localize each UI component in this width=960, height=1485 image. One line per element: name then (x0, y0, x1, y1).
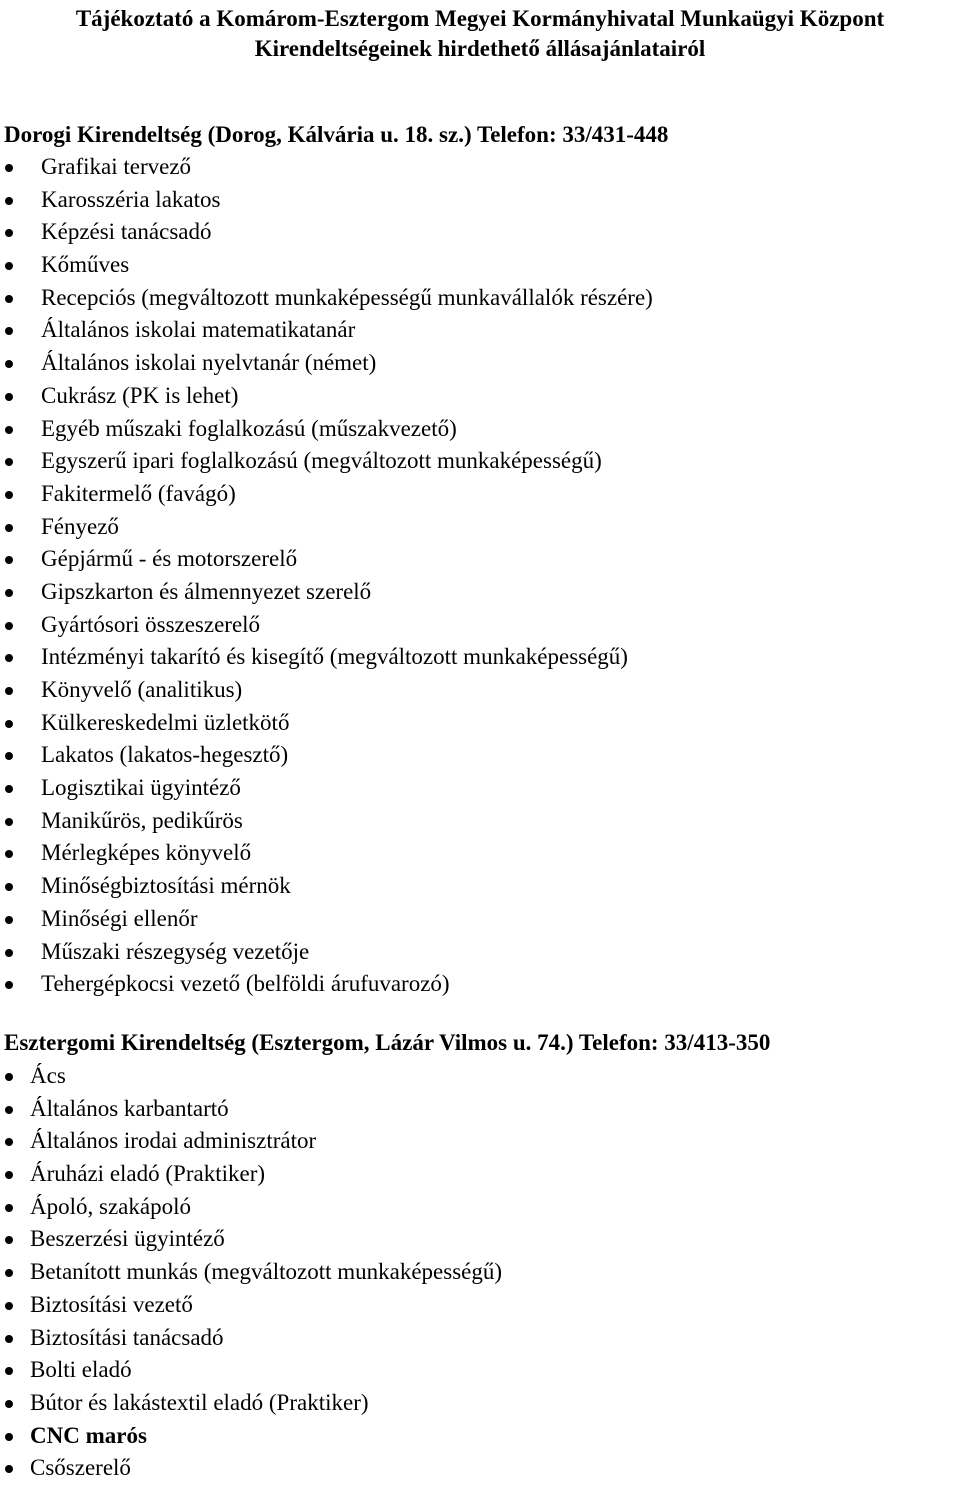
job-title: Általános karbantartó (30, 1095, 229, 1121)
bullet-icon (5, 1073, 13, 1081)
job-title: Könyvelő (analitikus) (41, 677, 243, 702)
job-title: Külkereskedelmi üzletkötő (41, 709, 290, 735)
job-title: Karosszéria lakatos (41, 186, 221, 212)
section-heading-dorog: Dorogi Kirendeltség (Dorog, Kálvária u. 18. sz.) Telefon: 33/431-448 (4, 122, 669, 147)
job-title: Bútor és lakástextil eladó (Praktiker) (30, 1389, 369, 1415)
job-title: Biztosítási vezető (30, 1291, 193, 1317)
bullet-icon (5, 1302, 13, 1310)
bullet-icon (5, 949, 13, 957)
bullet-icon (5, 524, 13, 532)
job-title: Mérlegképes könyvelő (41, 840, 252, 866)
job-title: Műszaki részegység vezetője (41, 938, 310, 964)
bullet-icon (5, 327, 13, 335)
job-title: Cukrász (PK is lehet) (41, 382, 239, 408)
bullet-icon (5, 785, 13, 793)
document-title-line-2: Kirendeltségeinek hirdethető állásajánlatairól (254, 36, 706, 61)
job-title: CNC marós (30, 1422, 147, 1448)
bullet-icon (5, 556, 13, 564)
bullet-icon (5, 1400, 13, 1408)
bullet-icon (5, 1171, 13, 1179)
section-heading-esztergom: Esztergomi Kirendeltség (Esztergom, Lázár Vilmos u. 74.) Telefon: 33/413-350 (4, 1030, 771, 1055)
job-title: Intézményi takarító és kisegítő (megváltozott munkaképességű) (41, 644, 628, 670)
bullet-icon (5, 1335, 13, 1343)
bullet-icon (5, 687, 13, 695)
job-title: Beszerzési ügyintéző (30, 1226, 225, 1252)
bullet-icon (5, 197, 13, 205)
bullet-icon (5, 622, 13, 630)
bullet-icon (5, 426, 13, 434)
bullet-icon (5, 164, 13, 172)
bullet-icon (5, 1433, 13, 1441)
bullet-icon (5, 1204, 13, 1212)
bullet-icon (5, 295, 13, 303)
job-title: Képzési tanácsadó (41, 219, 212, 245)
bullet-icon (5, 981, 13, 989)
job-title: Logisztikai ügyintéző (41, 775, 241, 801)
document-title-line-1: Tájékoztató a Komárom-Esztergom Megyei Kormányhivatal Munkaügyi Központ (75, 6, 885, 31)
bullet-icon (5, 458, 13, 466)
job-title: Grafikai tervező (41, 154, 192, 179)
job-title: Kőműves (41, 252, 130, 278)
bullet-icon (5, 393, 13, 401)
job-title: Bolti eladó (30, 1357, 132, 1383)
job-title: Recepciós (megváltozott munkaképességű munkavállalók részére) (41, 284, 653, 310)
job-title: Fakitermelő (favágó) (41, 480, 236, 506)
bullet-icon (5, 916, 13, 924)
bullet-icon (5, 360, 13, 368)
job-title: Biztosítási tanácsadó (30, 1324, 224, 1350)
job-title: Betanított munkás (megváltozott munkaképességű) (30, 1259, 503, 1285)
job-title: Csőszerelő (30, 1455, 131, 1481)
job-title: Általános iskolai nyelvtanár (német) (41, 350, 377, 376)
bullet-icon (5, 1465, 13, 1473)
job-title: Általános iskolai matematikatanár (41, 317, 356, 343)
job-title: Minőségi ellenőr (41, 905, 198, 931)
bullet-icon (5, 654, 13, 662)
job-title: Gipszkarton és álmennyezet szerelő (41, 578, 372, 604)
bullet-icon (5, 1236, 13, 1244)
job-title: Általános irodai adminisztrátor (30, 1128, 317, 1154)
bullet-icon (5, 850, 13, 858)
bullet-icon (5, 818, 13, 826)
bullet-icon (5, 262, 13, 270)
bullet-icon (5, 589, 13, 597)
bullet-icon (5, 752, 13, 760)
job-title: Tehergépkocsi vezető (belföldi árufuvarozó) (41, 971, 450, 997)
job-title: Egyéb műszaki foglalkozású (műszakvezető) (41, 415, 457, 441)
bullet-icon (5, 1269, 13, 1277)
bullet-icon (5, 1367, 13, 1375)
bullet-icon (5, 491, 13, 499)
job-title: Ápoló, szakápoló (30, 1193, 191, 1219)
job-title: Gyártósori összeszerelő (41, 611, 261, 637)
job-title: Ács (30, 1063, 66, 1088)
document-title (0, 4, 960, 64)
job-title: Manikűrös, pedikűrös (41, 807, 243, 833)
bullet-icon (5, 1106, 13, 1114)
job-title: Áruházi eladó (Praktiker) (30, 1161, 266, 1187)
bullet-icon (5, 883, 13, 891)
job-title: Gépjármű - és motorszerelő (41, 546, 298, 572)
job-title: Lakatos (lakatos-hegesztő) (41, 742, 289, 768)
job-title: Fényező (41, 513, 119, 539)
job-title: Minőségbiztosítási mérnök (41, 873, 291, 899)
job-title: Egyszerű ipari foglalkozású (megváltozott munkaképességű) (41, 448, 602, 474)
bullet-icon (5, 720, 13, 728)
bullet-icon (5, 1138, 13, 1146)
bullet-icon (5, 229, 13, 237)
